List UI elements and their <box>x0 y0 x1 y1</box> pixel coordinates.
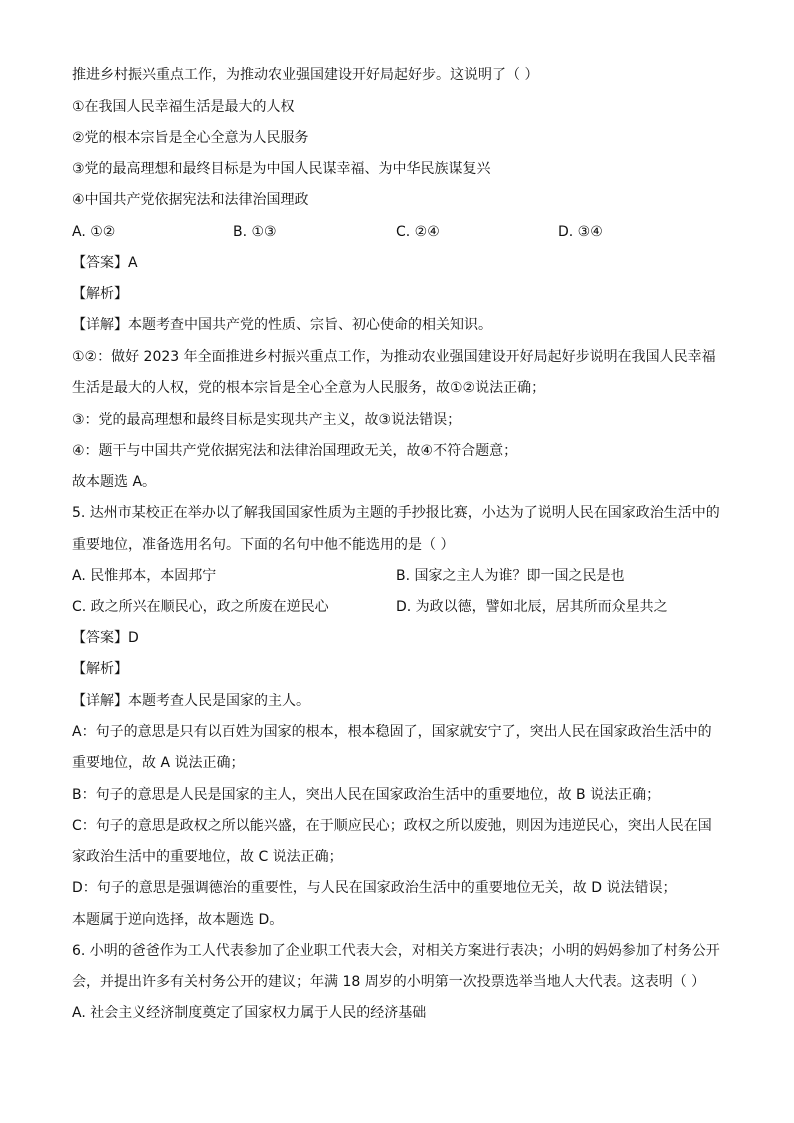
q4-explain-3: ④：题干与中国共产党依据宪法和法律治国理政无关，故④不符合题意； <box>72 443 518 459</box>
q6-stem-2: 会，并提出许多有关村务公开的建议；年满 18 周岁的小明第一次投票选举当地人大代表。这表明（ ） <box>72 974 706 990</box>
q5-stem-2: 重要地位，准备选用名句。下面的名句中他不能选用的是（ ） <box>72 537 455 553</box>
q5-option-c: C. 政之所兴在顺民心，政之所废在逆民心 <box>72 599 329 615</box>
q5-explain-c-1: C：句子的意思是政权之所以能兴盛，在于顺应民心；政权之所以废弛，则因为违逆民心，突出人民在国 <box>72 818 712 834</box>
q5-answer: 【答案】D <box>72 630 139 646</box>
q4-option-b: B. ①③ <box>233 224 277 240</box>
q5-option-b: B. 国家之主人为谁？即一国之民是也 <box>396 568 625 584</box>
q4-explain-1b: 生活是最大的人权，党的根本宗旨是全心全意为人民服务，故①②说法正确； <box>72 380 546 396</box>
q4-option-d: D. ③④ <box>558 224 603 240</box>
q4-stem-tail: 推进乡村振兴重点工作，为推动农业强国建设开好局起好步。这说明了（ ） <box>72 67 539 83</box>
q4-item-3: ③党的最高理想和最终目标是为中国人民谋幸福、为中华民族谋复兴 <box>72 161 491 177</box>
q5-explain-b: B：句子的意思是人民是国家的主人，突出人民在国家政治生活中的重要地位，故 B 说法正确； <box>72 787 661 803</box>
q6-option-a: A. 社会主义经济制度奠定了国家权力属于人民的经济基础 <box>72 1005 427 1021</box>
q5-explain-c-2: 家政治生活中的重要地位，故 C 说法正确； <box>72 849 343 865</box>
q4-option-c: C. ②④ <box>396 224 440 240</box>
q5-explain-a-1: A：句子的意思是只有以百姓为国家的根本，根本稳固了，国家就安宁了，突出人民在国家政治生活中的 <box>72 724 712 740</box>
q4-item-1: ①在我国人民幸福生活是最大的人权 <box>72 99 295 115</box>
q4-option-a: A. ①② <box>72 224 116 240</box>
q4-analysis-label: 【解析】 <box>72 286 128 302</box>
q5-detail: 【详解】本题考查人民是国家的主人。 <box>72 693 310 709</box>
q4-item-4: ④中国共产党依据宪法和法律治国理政 <box>72 192 309 208</box>
q5-explain-d: D：句子的意思是强调德治的重要性，与人民在国家政治生活中的重要地位无关，故 D 说法错误； <box>72 880 677 896</box>
q5-option-d: D. 为政以德，譬如北辰，居其所而众星共之 <box>396 599 668 615</box>
q4-item-2: ②党的根本宗旨是全心全意为人民服务 <box>72 130 309 146</box>
q4-detail: 【详解】本题考查中国共产党的性质、宗旨、初心使命的相关知识。 <box>72 317 492 333</box>
q4-answer: 【答案】A <box>72 255 138 271</box>
q5-explain-a-2: 重要地位，故 A 说法正确； <box>72 755 245 771</box>
q6-stem-1: 6. 小明的爸爸作为工人代表参加了企业职工代表大会，对相关方案进行表决；小明的妈妈参加了村务公开 <box>72 943 720 959</box>
q5-analysis-label: 【解析】 <box>72 661 128 677</box>
q5-option-a: A. 民惟邦本，本固邦宁 <box>72 568 217 584</box>
q4-explain-1a: ①②：做好 2023 年全面推进乡村振兴重点工作，为推动农业强国建设开好局起好步说明在我国人民幸福 <box>72 349 716 365</box>
q4-conclusion: 故本题选 A。 <box>72 474 157 490</box>
q5-stem-1: 5. 达州市某校正在举办以了解我国国家性质为主题的手抄报比赛，小达为了说明人民在国家政治生活中的 <box>72 505 720 521</box>
q5-conclusion: 本题属于逆向选择，故本题选 D。 <box>72 912 284 928</box>
q4-explain-2: ③：党的最高理想和最终目标是实现共产主义，故③说法错误； <box>72 412 462 428</box>
